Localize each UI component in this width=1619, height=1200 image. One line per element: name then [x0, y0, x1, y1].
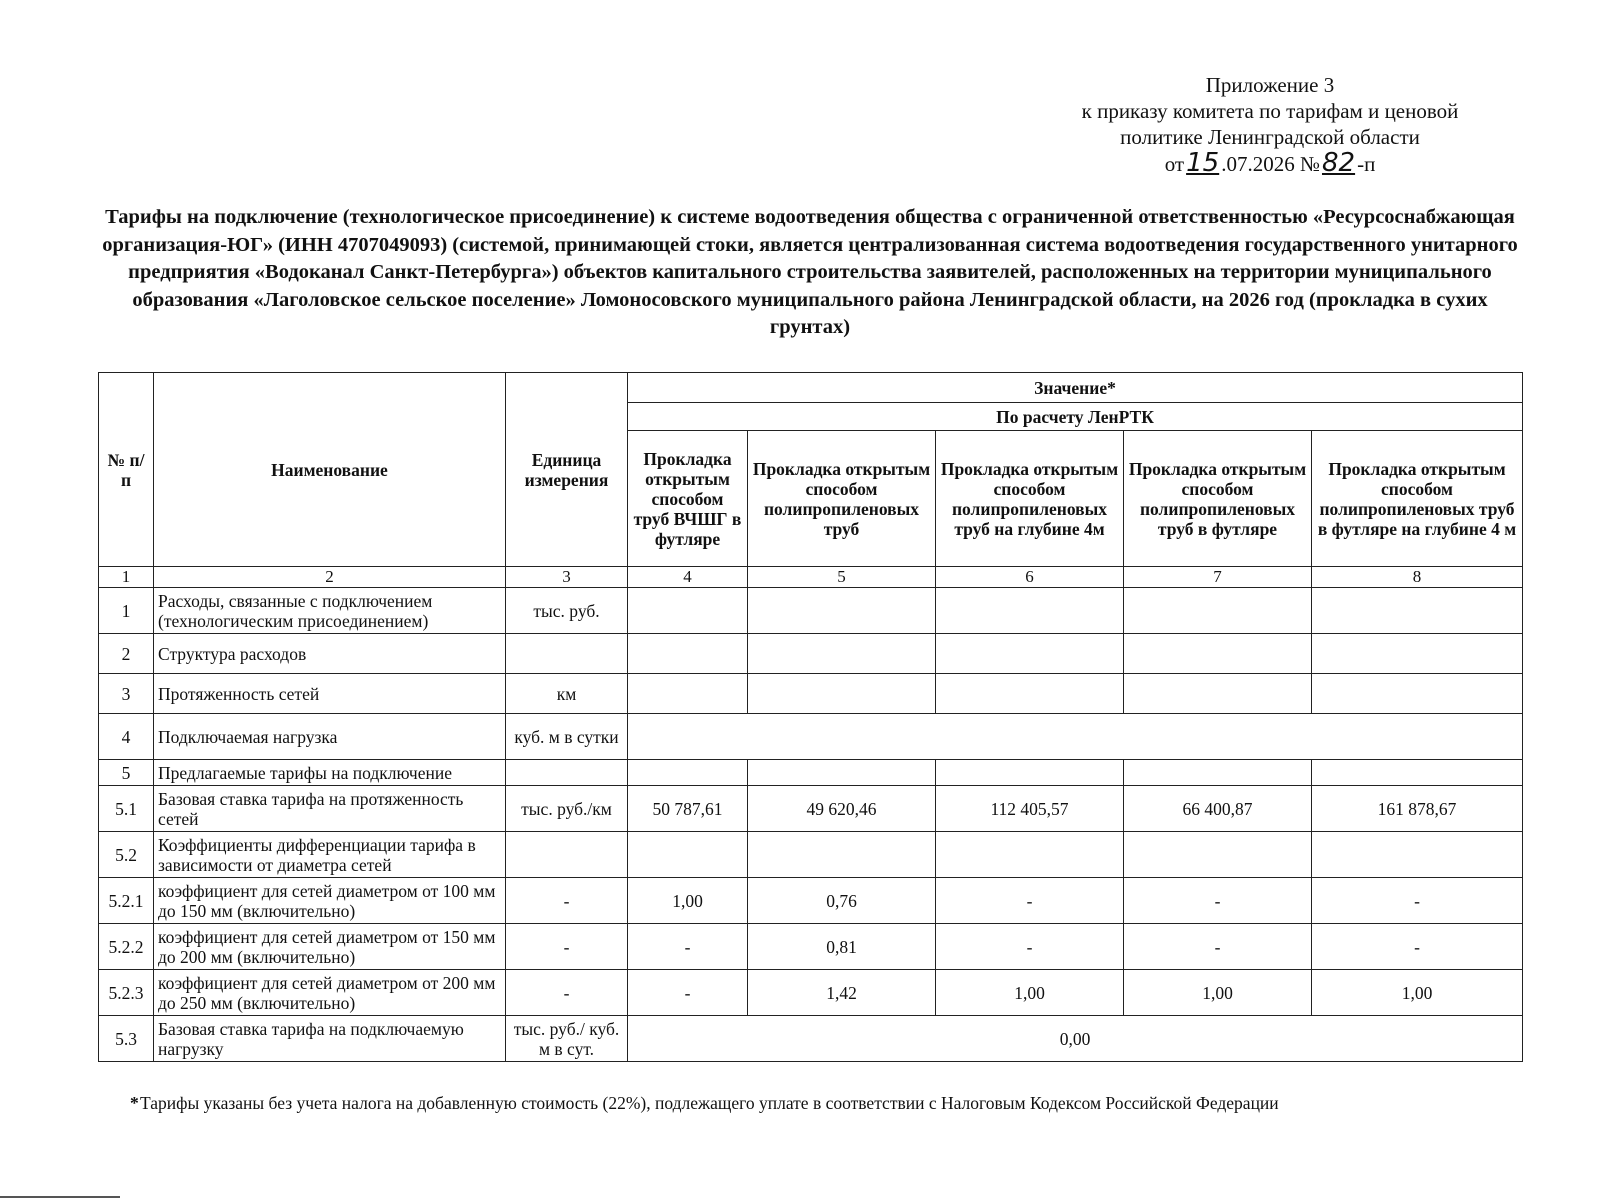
row-name: Коэффициенты дифференциации тарифа в зависимости от диаметра сетей [154, 832, 506, 878]
row-unit [506, 760, 628, 786]
row-num: 5.2.2 [99, 924, 154, 970]
header-name: Наименование [154, 373, 506, 567]
row-value [1312, 760, 1523, 786]
row-value [628, 832, 748, 878]
row-value [748, 760, 936, 786]
table-row [99, 674, 1523, 714]
row-value [628, 634, 748, 674]
row-value: 0,81 [748, 924, 936, 970]
row-value [936, 588, 1124, 634]
row-value: 161 878,67 [1312, 786, 1523, 832]
table-row [99, 786, 1523, 832]
row-unit: тыс. руб./км [506, 786, 628, 832]
date-prefix: от [1164, 152, 1185, 176]
tariff-table [98, 372, 1523, 1062]
footnote [130, 1092, 1515, 1114]
col-number: 6 [936, 567, 1124, 588]
header-col-4: Прокладка открытым способом труб ВЧШГ в футляре [628, 431, 748, 567]
row-name: Базовая ставка тарифа на протяженность сетей [154, 786, 506, 832]
footnote-text: Тарифы указаны без учета налога на добавленную стоимость (22%), подлежащего уплате в соответствии с Налоговым Кодексом Российской Федерации [140, 1093, 1279, 1113]
table-row [99, 832, 1523, 878]
row-unit: куб. м в сутки [506, 714, 628, 760]
row-num: 2 [99, 634, 154, 674]
header-col-7: Прокладка открытым способом полипропиленовых труб в футляре [1124, 431, 1312, 567]
col-number: 5 [748, 567, 936, 588]
table-row [99, 924, 1523, 970]
row-merged-value [628, 714, 1523, 760]
row-value: - [936, 878, 1124, 924]
row-value [628, 588, 748, 634]
col-number: 4 [628, 567, 748, 588]
date-rest: .07.2026 № [1221, 152, 1320, 176]
row-value [1124, 634, 1312, 674]
row-value [936, 760, 1124, 786]
table-row [99, 760, 1523, 786]
row-value [1124, 832, 1312, 878]
column-number-row [99, 567, 1523, 588]
row-name: Структура расходов [154, 634, 506, 674]
col-number: 2 [154, 567, 506, 588]
row-unit: тыс. руб./ куб. м в сут. [506, 1016, 628, 1062]
row-unit: - [506, 970, 628, 1016]
col-number: 1 [99, 567, 154, 588]
row-unit: тыс. руб. [506, 588, 628, 634]
header-num: № п/п [99, 373, 154, 567]
row-value [936, 634, 1124, 674]
annex-line-1: Приложение 3 [1205, 73, 1335, 97]
annex-line-3: политике Ленинградской области [1120, 125, 1420, 149]
row-unit [506, 634, 628, 674]
row-value [1124, 760, 1312, 786]
row-num: 3 [99, 674, 154, 714]
row-value: - [1312, 878, 1523, 924]
row-value [1312, 588, 1523, 634]
row-value: 66 400,87 [1124, 786, 1312, 832]
table-row [99, 1016, 1523, 1062]
row-name: коэффициент для сетей диаметром от 100 мм до 150 мм (включительно) [154, 878, 506, 924]
handwritten-day: 15 [1186, 148, 1220, 178]
col-number: 8 [1312, 567, 1523, 588]
row-value: - [1312, 924, 1523, 970]
header-value: Значение* [628, 373, 1523, 403]
annex-block [1040, 72, 1500, 177]
table-row [99, 634, 1523, 674]
row-value: - [936, 924, 1124, 970]
scan-artifact-line [0, 1196, 120, 1198]
row-value [1312, 674, 1523, 714]
row-value: 1,00 [628, 878, 748, 924]
table-row [99, 970, 1523, 1016]
document-title: Тарифы на подключение (технологическое присоединение) к системе водоотведения общества с ограниченной ответственностью «Ресурсоснабжающая организация-ЮГ» (ИНН 4707049093) (системой, принимающей стоки, является централизованная система водоотведения государственного унитарного предприятия «Водоканал Санкт-Петербурга») объектов капитального строительства заявителей, расположенных на территории муниципального образования «Лаголовское сельское поселение» Ломоносовского муниципального района Ленинградской области, на 2026 год (прокладка в сухих грунтах) [102, 206, 1518, 338]
table-row [99, 878, 1523, 924]
row-value [748, 588, 936, 634]
row-name: коэффициент для сетей диаметром от 200 мм до 250 мм (включительно) [154, 970, 506, 1016]
row-name: Протяженность сетей [154, 674, 506, 714]
row-num: 1 [99, 588, 154, 634]
row-value: - [628, 924, 748, 970]
footnote-star: * [130, 1093, 139, 1113]
row-value: 50 787,61 [628, 786, 748, 832]
row-value: 1,00 [1312, 970, 1523, 1016]
col-number: 7 [1124, 567, 1312, 588]
row-value: 1,00 [1124, 970, 1312, 1016]
col-number: 3 [506, 567, 628, 588]
header-col-8: Прокладка открытым способом полипропиленовых труб в футляре на глубине 4 м [1312, 431, 1523, 567]
row-value [936, 832, 1124, 878]
doc-suffix: -п [1357, 152, 1376, 176]
header-calc: По расчету ЛенРТК [628, 403, 1523, 431]
row-unit: км [506, 674, 628, 714]
row-unit: - [506, 924, 628, 970]
row-value [1124, 588, 1312, 634]
row-name: Подключаемая нагрузка [154, 714, 506, 760]
table-row [99, 588, 1523, 634]
row-value: 112 405,57 [936, 786, 1124, 832]
row-name: коэффициент для сетей диаметром от 150 мм до 200 мм (включительно) [154, 924, 506, 970]
header-unit: Единица измерения [506, 373, 628, 567]
row-value [748, 832, 936, 878]
row-num: 4 [99, 714, 154, 760]
row-value: - [1124, 924, 1312, 970]
row-num: 5.2.1 [99, 878, 154, 924]
row-value [628, 674, 748, 714]
table-row [99, 714, 1523, 760]
row-value [1312, 634, 1523, 674]
annex-date-line [1165, 150, 1376, 177]
row-unit: - [506, 878, 628, 924]
row-num: 5.3 [99, 1016, 154, 1062]
row-num: 5 [99, 760, 154, 786]
row-num: 5.1 [99, 786, 154, 832]
row-value [936, 674, 1124, 714]
row-name: Базовая ставка тарифа на подключаемую нагрузку [154, 1016, 506, 1062]
row-value [1312, 832, 1523, 878]
row-value: 49 620,46 [748, 786, 936, 832]
row-value: 0,76 [748, 878, 936, 924]
row-value [748, 634, 936, 674]
header-col-6: Прокладка открытым способом полипропиленовых труб на глубине 4м [936, 431, 1124, 567]
row-num: 5.2.3 [99, 970, 154, 1016]
row-value: 1,00 [936, 970, 1124, 1016]
header-col-5: Прокладка открытым способом полипропиленовых труб [748, 431, 936, 567]
handwritten-doc-number: 82 [1321, 148, 1356, 178]
row-unit [506, 832, 628, 878]
row-value [628, 760, 748, 786]
row-value: - [1124, 878, 1312, 924]
row-value [1124, 674, 1312, 714]
row-num: 5.2 [99, 832, 154, 878]
row-merged-value: 0,00 [628, 1016, 1523, 1062]
row-value [748, 674, 936, 714]
row-value: 1,42 [748, 970, 936, 1016]
row-value: - [628, 970, 748, 1016]
row-name: Расходы, связанные с подключением (технологическим присоединением) [154, 588, 506, 634]
row-name: Предлагаемые тарифы на подключение [154, 760, 506, 786]
annex-line-2: к приказу комитета по тарифам и ценовой [1081, 99, 1459, 123]
